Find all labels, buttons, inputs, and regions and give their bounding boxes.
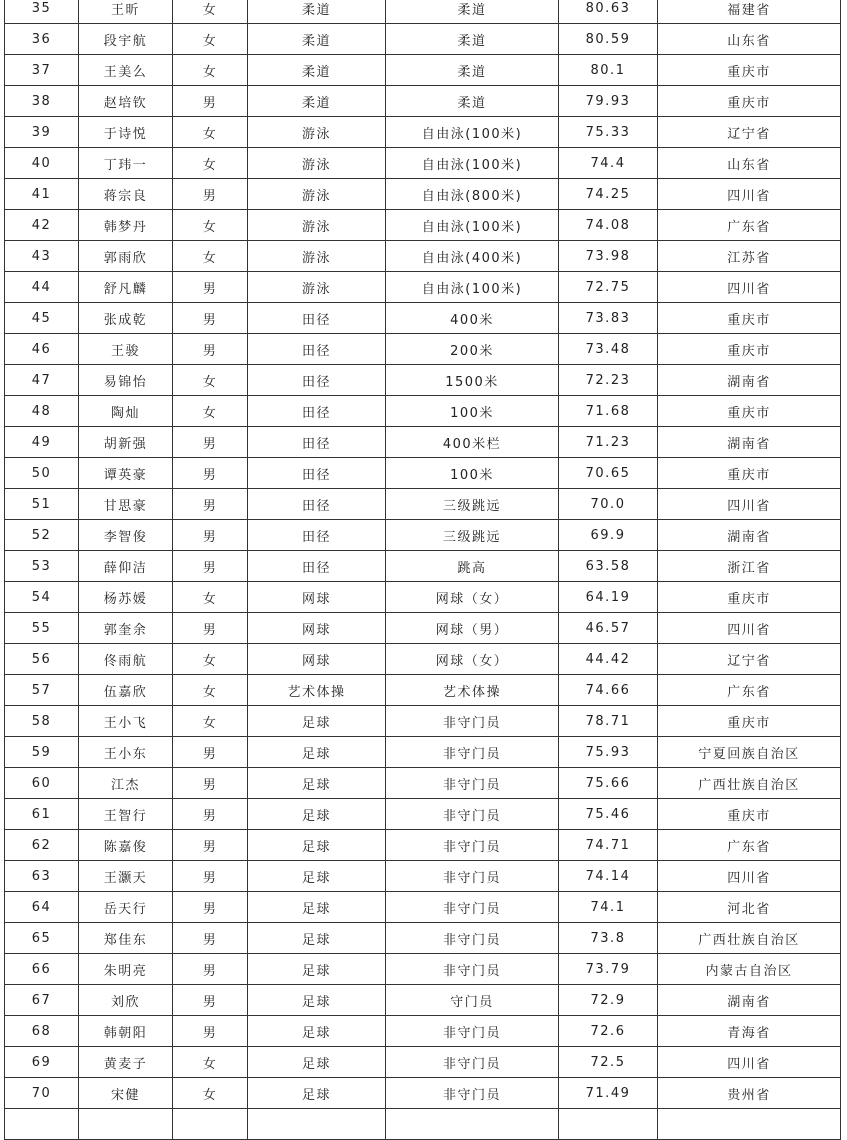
row-number-cell: 56 — [5, 644, 79, 675]
row-number-cell: 52 — [5, 520, 79, 551]
score-cell: 63.58 — [559, 551, 658, 582]
empty-cell — [248, 1109, 386, 1140]
table-row — [5, 117, 841, 148]
name-cell: 王灏天 — [79, 861, 173, 892]
event-cell: 三级跳远 — [386, 489, 559, 520]
event-cell: 非守门员 — [386, 706, 559, 737]
score-cell: 72.5 — [559, 1047, 658, 1078]
row-number-cell: 68 — [5, 1016, 79, 1047]
province-cell: 广东省 — [658, 675, 841, 706]
event-cell: 艺术体操 — [386, 675, 559, 706]
gender-cell: 男 — [173, 892, 248, 923]
sport-cell: 足球 — [248, 954, 386, 985]
gender-cell: 女 — [173, 396, 248, 427]
gender-cell: 女 — [173, 675, 248, 706]
sport-cell: 田径 — [248, 520, 386, 551]
province-cell: 重庆市 — [658, 303, 841, 334]
name-cell: 杨苏媛 — [79, 582, 173, 613]
empty-cell — [173, 1109, 248, 1140]
gender-cell: 男 — [173, 985, 248, 1016]
event-cell: 跳高 — [386, 551, 559, 582]
sport-cell: 田径 — [248, 458, 386, 489]
gender-cell: 女 — [173, 365, 248, 396]
score-cell: 73.83 — [559, 303, 658, 334]
province-cell: 辽宁省 — [658, 644, 841, 675]
province-cell: 山东省 — [658, 24, 841, 55]
sport-cell: 柔道 — [248, 55, 386, 86]
gender-cell: 男 — [173, 520, 248, 551]
table-row — [5, 210, 841, 241]
name-cell: 王智行 — [79, 799, 173, 830]
score-cell: 75.46 — [559, 799, 658, 830]
table-row — [5, 830, 841, 861]
name-cell: 伍嘉欣 — [79, 675, 173, 706]
table-row — [5, 675, 841, 706]
event-cell: 自由泳(100米) — [386, 272, 559, 303]
row-number-cell: 49 — [5, 427, 79, 458]
score-cell: 70.65 — [559, 458, 658, 489]
province-cell: 重庆市 — [658, 706, 841, 737]
name-cell: 舒凡麟 — [79, 272, 173, 303]
sport-cell: 田径 — [248, 303, 386, 334]
sport-cell: 网球 — [248, 644, 386, 675]
score-cell: 44.42 — [559, 644, 658, 675]
sport-cell: 田径 — [248, 489, 386, 520]
name-cell: 段宇航 — [79, 24, 173, 55]
province-cell: 重庆市 — [658, 86, 841, 117]
table-row — [5, 334, 841, 365]
gender-cell: 女 — [173, 117, 248, 148]
table-row — [5, 1016, 841, 1047]
name-cell: 王小飞 — [79, 706, 173, 737]
score-cell: 73.48 — [559, 334, 658, 365]
province-cell: 四川省 — [658, 489, 841, 520]
sport-cell: 田径 — [248, 427, 386, 458]
sport-cell: 足球 — [248, 1016, 386, 1047]
score-cell: 80.59 — [559, 24, 658, 55]
table-row — [5, 799, 841, 830]
table-row — [5, 954, 841, 985]
row-number-cell: 70 — [5, 1078, 79, 1109]
gender-cell: 女 — [173, 582, 248, 613]
name-cell: 王骏 — [79, 334, 173, 365]
event-cell: 非守门员 — [386, 799, 559, 830]
sport-cell: 游泳 — [248, 241, 386, 272]
gender-cell: 女 — [173, 0, 248, 24]
gender-cell: 女 — [173, 55, 248, 86]
province-cell: 广西壮族自治区 — [658, 768, 841, 799]
table-row — [5, 303, 841, 334]
gender-cell: 女 — [173, 24, 248, 55]
sport-cell: 足球 — [248, 923, 386, 954]
score-cell: 74.14 — [559, 861, 658, 892]
sport-cell: 游泳 — [248, 179, 386, 210]
score-cell: 73.8 — [559, 923, 658, 954]
score-cell: 74.1 — [559, 892, 658, 923]
name-cell: 江杰 — [79, 768, 173, 799]
gender-cell: 男 — [173, 737, 248, 768]
event-cell: 非守门员 — [386, 737, 559, 768]
row-number-cell: 38 — [5, 86, 79, 117]
province-cell: 宁夏回族自治区 — [658, 737, 841, 768]
name-cell: 易锦怡 — [79, 365, 173, 396]
row-number-cell: 35 — [5, 0, 79, 24]
row-number-cell: 36 — [5, 24, 79, 55]
table-row — [5, 427, 841, 458]
province-cell: 青海省 — [658, 1016, 841, 1047]
province-cell: 辽宁省 — [658, 117, 841, 148]
gender-cell: 女 — [173, 241, 248, 272]
sport-cell: 网球 — [248, 613, 386, 644]
score-cell: 73.98 — [559, 241, 658, 272]
table-row — [5, 1047, 841, 1078]
sport-cell: 田径 — [248, 551, 386, 582]
score-cell: 75.93 — [559, 737, 658, 768]
gender-cell: 男 — [173, 1016, 248, 1047]
gender-cell: 男 — [173, 272, 248, 303]
table-row — [5, 0, 841, 24]
event-cell: 非守门员 — [386, 861, 559, 892]
province-cell: 重庆市 — [658, 799, 841, 830]
sport-cell: 柔道 — [248, 24, 386, 55]
table-row — [5, 458, 841, 489]
event-cell: 柔道 — [386, 0, 559, 24]
gender-cell: 男 — [173, 427, 248, 458]
name-cell: 谭英豪 — [79, 458, 173, 489]
sport-cell: 游泳 — [248, 117, 386, 148]
province-cell: 湖南省 — [658, 365, 841, 396]
province-cell: 四川省 — [658, 272, 841, 303]
event-cell: 自由泳(100米) — [386, 210, 559, 241]
event-cell: 三级跳远 — [386, 520, 559, 551]
event-cell: 柔道 — [386, 86, 559, 117]
name-cell: 岳天行 — [79, 892, 173, 923]
event-cell: 200米 — [386, 334, 559, 365]
table-row — [5, 55, 841, 86]
name-cell: 王昕 — [79, 0, 173, 24]
event-cell: 100米 — [386, 396, 559, 427]
row-number-cell: 43 — [5, 241, 79, 272]
name-cell: 于诗悦 — [79, 117, 173, 148]
gender-cell: 男 — [173, 954, 248, 985]
province-cell: 广东省 — [658, 210, 841, 241]
sport-cell: 田径 — [248, 365, 386, 396]
event-cell: 自由泳(400米) — [386, 241, 559, 272]
empty-cell — [386, 1109, 559, 1140]
province-cell: 浙江省 — [658, 551, 841, 582]
name-cell: 郑佳东 — [79, 923, 173, 954]
province-cell: 重庆市 — [658, 396, 841, 427]
event-cell: 非守门员 — [386, 768, 559, 799]
sport-cell: 足球 — [248, 892, 386, 923]
sport-cell: 艺术体操 — [248, 675, 386, 706]
name-cell: 郭奎余 — [79, 613, 173, 644]
event-cell: 柔道 — [386, 55, 559, 86]
row-number-cell: 51 — [5, 489, 79, 520]
score-cell: 74.08 — [559, 210, 658, 241]
score-cell: 75.66 — [559, 768, 658, 799]
empty-cell — [79, 1109, 173, 1140]
row-number-cell: 61 — [5, 799, 79, 830]
province-cell: 重庆市 — [658, 582, 841, 613]
score-cell: 71.23 — [559, 427, 658, 458]
table-row — [5, 365, 841, 396]
gender-cell: 男 — [173, 768, 248, 799]
row-number-cell: 42 — [5, 210, 79, 241]
name-cell: 陶灿 — [79, 396, 173, 427]
table-row — [5, 737, 841, 768]
name-cell: 丁玮一 — [79, 148, 173, 179]
score-cell: 74.25 — [559, 179, 658, 210]
table-row — [5, 489, 841, 520]
gender-cell: 男 — [173, 489, 248, 520]
score-cell: 75.33 — [559, 117, 658, 148]
event-cell: 自由泳(800米) — [386, 179, 559, 210]
score-cell: 73.79 — [559, 954, 658, 985]
event-cell: 非守门员 — [386, 830, 559, 861]
province-cell: 四川省 — [658, 179, 841, 210]
table-row — [5, 520, 841, 551]
sport-cell: 游泳 — [248, 210, 386, 241]
gender-cell: 女 — [173, 644, 248, 675]
name-cell: 胡新强 — [79, 427, 173, 458]
row-number-cell: 65 — [5, 923, 79, 954]
score-cell: 74.66 — [559, 675, 658, 706]
score-cell: 79.93 — [559, 86, 658, 117]
sport-cell: 田径 — [248, 334, 386, 365]
sport-cell: 足球 — [248, 1078, 386, 1109]
sport-cell: 足球 — [248, 830, 386, 861]
name-cell: 郭雨欣 — [79, 241, 173, 272]
sport-cell: 足球 — [248, 1047, 386, 1078]
gender-cell: 男 — [173, 551, 248, 582]
province-cell: 福建省 — [658, 0, 841, 24]
row-number-cell: 37 — [5, 55, 79, 86]
event-cell: 非守门员 — [386, 954, 559, 985]
sport-cell: 足球 — [248, 799, 386, 830]
empty-cell — [559, 1109, 658, 1140]
row-number-cell: 44 — [5, 272, 79, 303]
event-cell: 自由泳(100米) — [386, 148, 559, 179]
event-cell: 网球（女） — [386, 644, 559, 675]
name-cell: 李智俊 — [79, 520, 173, 551]
table-row-partial — [5, 1109, 841, 1140]
row-number-cell: 45 — [5, 303, 79, 334]
table-row — [5, 861, 841, 892]
row-number-cell: 64 — [5, 892, 79, 923]
event-cell: 400米栏 — [386, 427, 559, 458]
name-cell: 王小东 — [79, 737, 173, 768]
row-number-cell: 41 — [5, 179, 79, 210]
table-row — [5, 24, 841, 55]
row-number-cell: 58 — [5, 706, 79, 737]
score-cell: 64.19 — [559, 582, 658, 613]
gender-cell: 男 — [173, 458, 248, 489]
sport-cell: 田径 — [248, 396, 386, 427]
event-cell: 非守门员 — [386, 1047, 559, 1078]
name-cell: 刘欣 — [79, 985, 173, 1016]
name-cell: 韩梦丹 — [79, 210, 173, 241]
event-cell: 非守门员 — [386, 1078, 559, 1109]
gender-cell: 男 — [173, 830, 248, 861]
sport-cell: 柔道 — [248, 0, 386, 24]
row-number-cell: 54 — [5, 582, 79, 613]
row-number-cell: 66 — [5, 954, 79, 985]
row-number-cell: 39 — [5, 117, 79, 148]
event-cell: 1500米 — [386, 365, 559, 396]
province-cell: 四川省 — [658, 1047, 841, 1078]
province-cell: 河北省 — [658, 892, 841, 923]
sport-cell: 足球 — [248, 861, 386, 892]
row-number-cell: 60 — [5, 768, 79, 799]
table-row — [5, 923, 841, 954]
score-cell: 78.71 — [559, 706, 658, 737]
table-row — [5, 396, 841, 427]
event-cell: 网球（男） — [386, 613, 559, 644]
gender-cell: 男 — [173, 86, 248, 117]
row-number-cell: 62 — [5, 830, 79, 861]
sport-cell: 足球 — [248, 737, 386, 768]
name-cell: 佟雨航 — [79, 644, 173, 675]
event-cell: 非守门员 — [386, 923, 559, 954]
province-cell: 湖南省 — [658, 520, 841, 551]
gender-cell: 女 — [173, 1047, 248, 1078]
row-number-cell: 55 — [5, 613, 79, 644]
score-cell: 72.6 — [559, 1016, 658, 1047]
event-cell: 柔道 — [386, 24, 559, 55]
sport-cell: 足球 — [248, 768, 386, 799]
row-number-cell: 69 — [5, 1047, 79, 1078]
score-cell: 71.68 — [559, 396, 658, 427]
event-cell: 非守门员 — [386, 892, 559, 923]
gender-cell: 男 — [173, 303, 248, 334]
province-cell: 四川省 — [658, 861, 841, 892]
event-cell: 400米 — [386, 303, 559, 334]
score-cell: 80.1 — [559, 55, 658, 86]
row-number-cell: 47 — [5, 365, 79, 396]
province-cell: 广东省 — [658, 830, 841, 861]
score-cell: 69.9 — [559, 520, 658, 551]
table-row — [5, 985, 841, 1016]
table-row — [5, 241, 841, 272]
row-number-cell: 40 — [5, 148, 79, 179]
table-row — [5, 582, 841, 613]
name-cell: 王美么 — [79, 55, 173, 86]
row-number-cell: 48 — [5, 396, 79, 427]
table-row — [5, 86, 841, 117]
event-cell: 守门员 — [386, 985, 559, 1016]
name-cell: 韩朝阳 — [79, 1016, 173, 1047]
table-row — [5, 1078, 841, 1109]
sport-cell: 足球 — [248, 706, 386, 737]
table-row — [5, 768, 841, 799]
row-number-cell: 57 — [5, 675, 79, 706]
sport-cell: 足球 — [248, 985, 386, 1016]
gender-cell: 男 — [173, 923, 248, 954]
province-cell: 江苏省 — [658, 241, 841, 272]
gender-cell: 男 — [173, 179, 248, 210]
name-cell: 蒋宗良 — [79, 179, 173, 210]
score-cell: 74.71 — [559, 830, 658, 861]
score-cell: 72.9 — [559, 985, 658, 1016]
province-cell: 重庆市 — [658, 334, 841, 365]
gender-cell: 男 — [173, 334, 248, 365]
row-number-cell: 63 — [5, 861, 79, 892]
gender-cell: 女 — [173, 148, 248, 179]
province-cell: 重庆市 — [658, 458, 841, 489]
province-cell: 湖南省 — [658, 985, 841, 1016]
results-table-body — [5, 0, 841, 1140]
event-cell: 非守门员 — [386, 1016, 559, 1047]
score-cell: 80.63 — [559, 0, 658, 24]
gender-cell: 男 — [173, 613, 248, 644]
table-row — [5, 892, 841, 923]
name-cell: 薛仰洁 — [79, 551, 173, 582]
province-cell: 广西壮族自治区 — [658, 923, 841, 954]
event-cell: 100米 — [386, 458, 559, 489]
name-cell: 陈嘉俊 — [79, 830, 173, 861]
province-cell: 山东省 — [658, 148, 841, 179]
name-cell: 朱明亮 — [79, 954, 173, 985]
sport-cell: 游泳 — [248, 272, 386, 303]
score-cell: 72.75 — [559, 272, 658, 303]
table-row — [5, 644, 841, 675]
table-row — [5, 179, 841, 210]
gender-cell: 男 — [173, 861, 248, 892]
table-row — [5, 706, 841, 737]
name-cell: 赵培钦 — [79, 86, 173, 117]
score-cell: 74.4 — [559, 148, 658, 179]
name-cell: 黄麦子 — [79, 1047, 173, 1078]
province-cell: 贵州省 — [658, 1078, 841, 1109]
row-number-cell: 67 — [5, 985, 79, 1016]
name-cell: 张成乾 — [79, 303, 173, 334]
province-cell: 重庆市 — [658, 55, 841, 86]
sport-cell: 柔道 — [248, 86, 386, 117]
gender-cell: 女 — [173, 210, 248, 241]
sport-cell: 网球 — [248, 582, 386, 613]
name-cell: 甘思豪 — [79, 489, 173, 520]
gender-cell: 女 — [173, 706, 248, 737]
score-cell: 71.49 — [559, 1078, 658, 1109]
empty-cell — [658, 1109, 841, 1140]
empty-cell — [5, 1109, 79, 1140]
table-row — [5, 613, 841, 644]
sport-cell: 游泳 — [248, 148, 386, 179]
row-number-cell: 46 — [5, 334, 79, 365]
province-cell: 内蒙古自治区 — [658, 954, 841, 985]
score-cell: 46.57 — [559, 613, 658, 644]
event-cell: 网球（女） — [386, 582, 559, 613]
row-number-cell: 59 — [5, 737, 79, 768]
row-number-cell: 50 — [5, 458, 79, 489]
table-row — [5, 551, 841, 582]
table-row — [5, 272, 841, 303]
province-cell: 湖南省 — [658, 427, 841, 458]
score-cell: 72.23 — [559, 365, 658, 396]
event-cell: 自由泳(100米) — [386, 117, 559, 148]
province-cell: 四川省 — [658, 613, 841, 644]
gender-cell: 男 — [173, 799, 248, 830]
table-row — [5, 148, 841, 179]
results-table — [4, 0, 841, 1140]
name-cell: 宋健 — [79, 1078, 173, 1109]
row-number-cell: 53 — [5, 551, 79, 582]
score-cell: 70.0 — [559, 489, 658, 520]
gender-cell: 女 — [173, 1078, 248, 1109]
